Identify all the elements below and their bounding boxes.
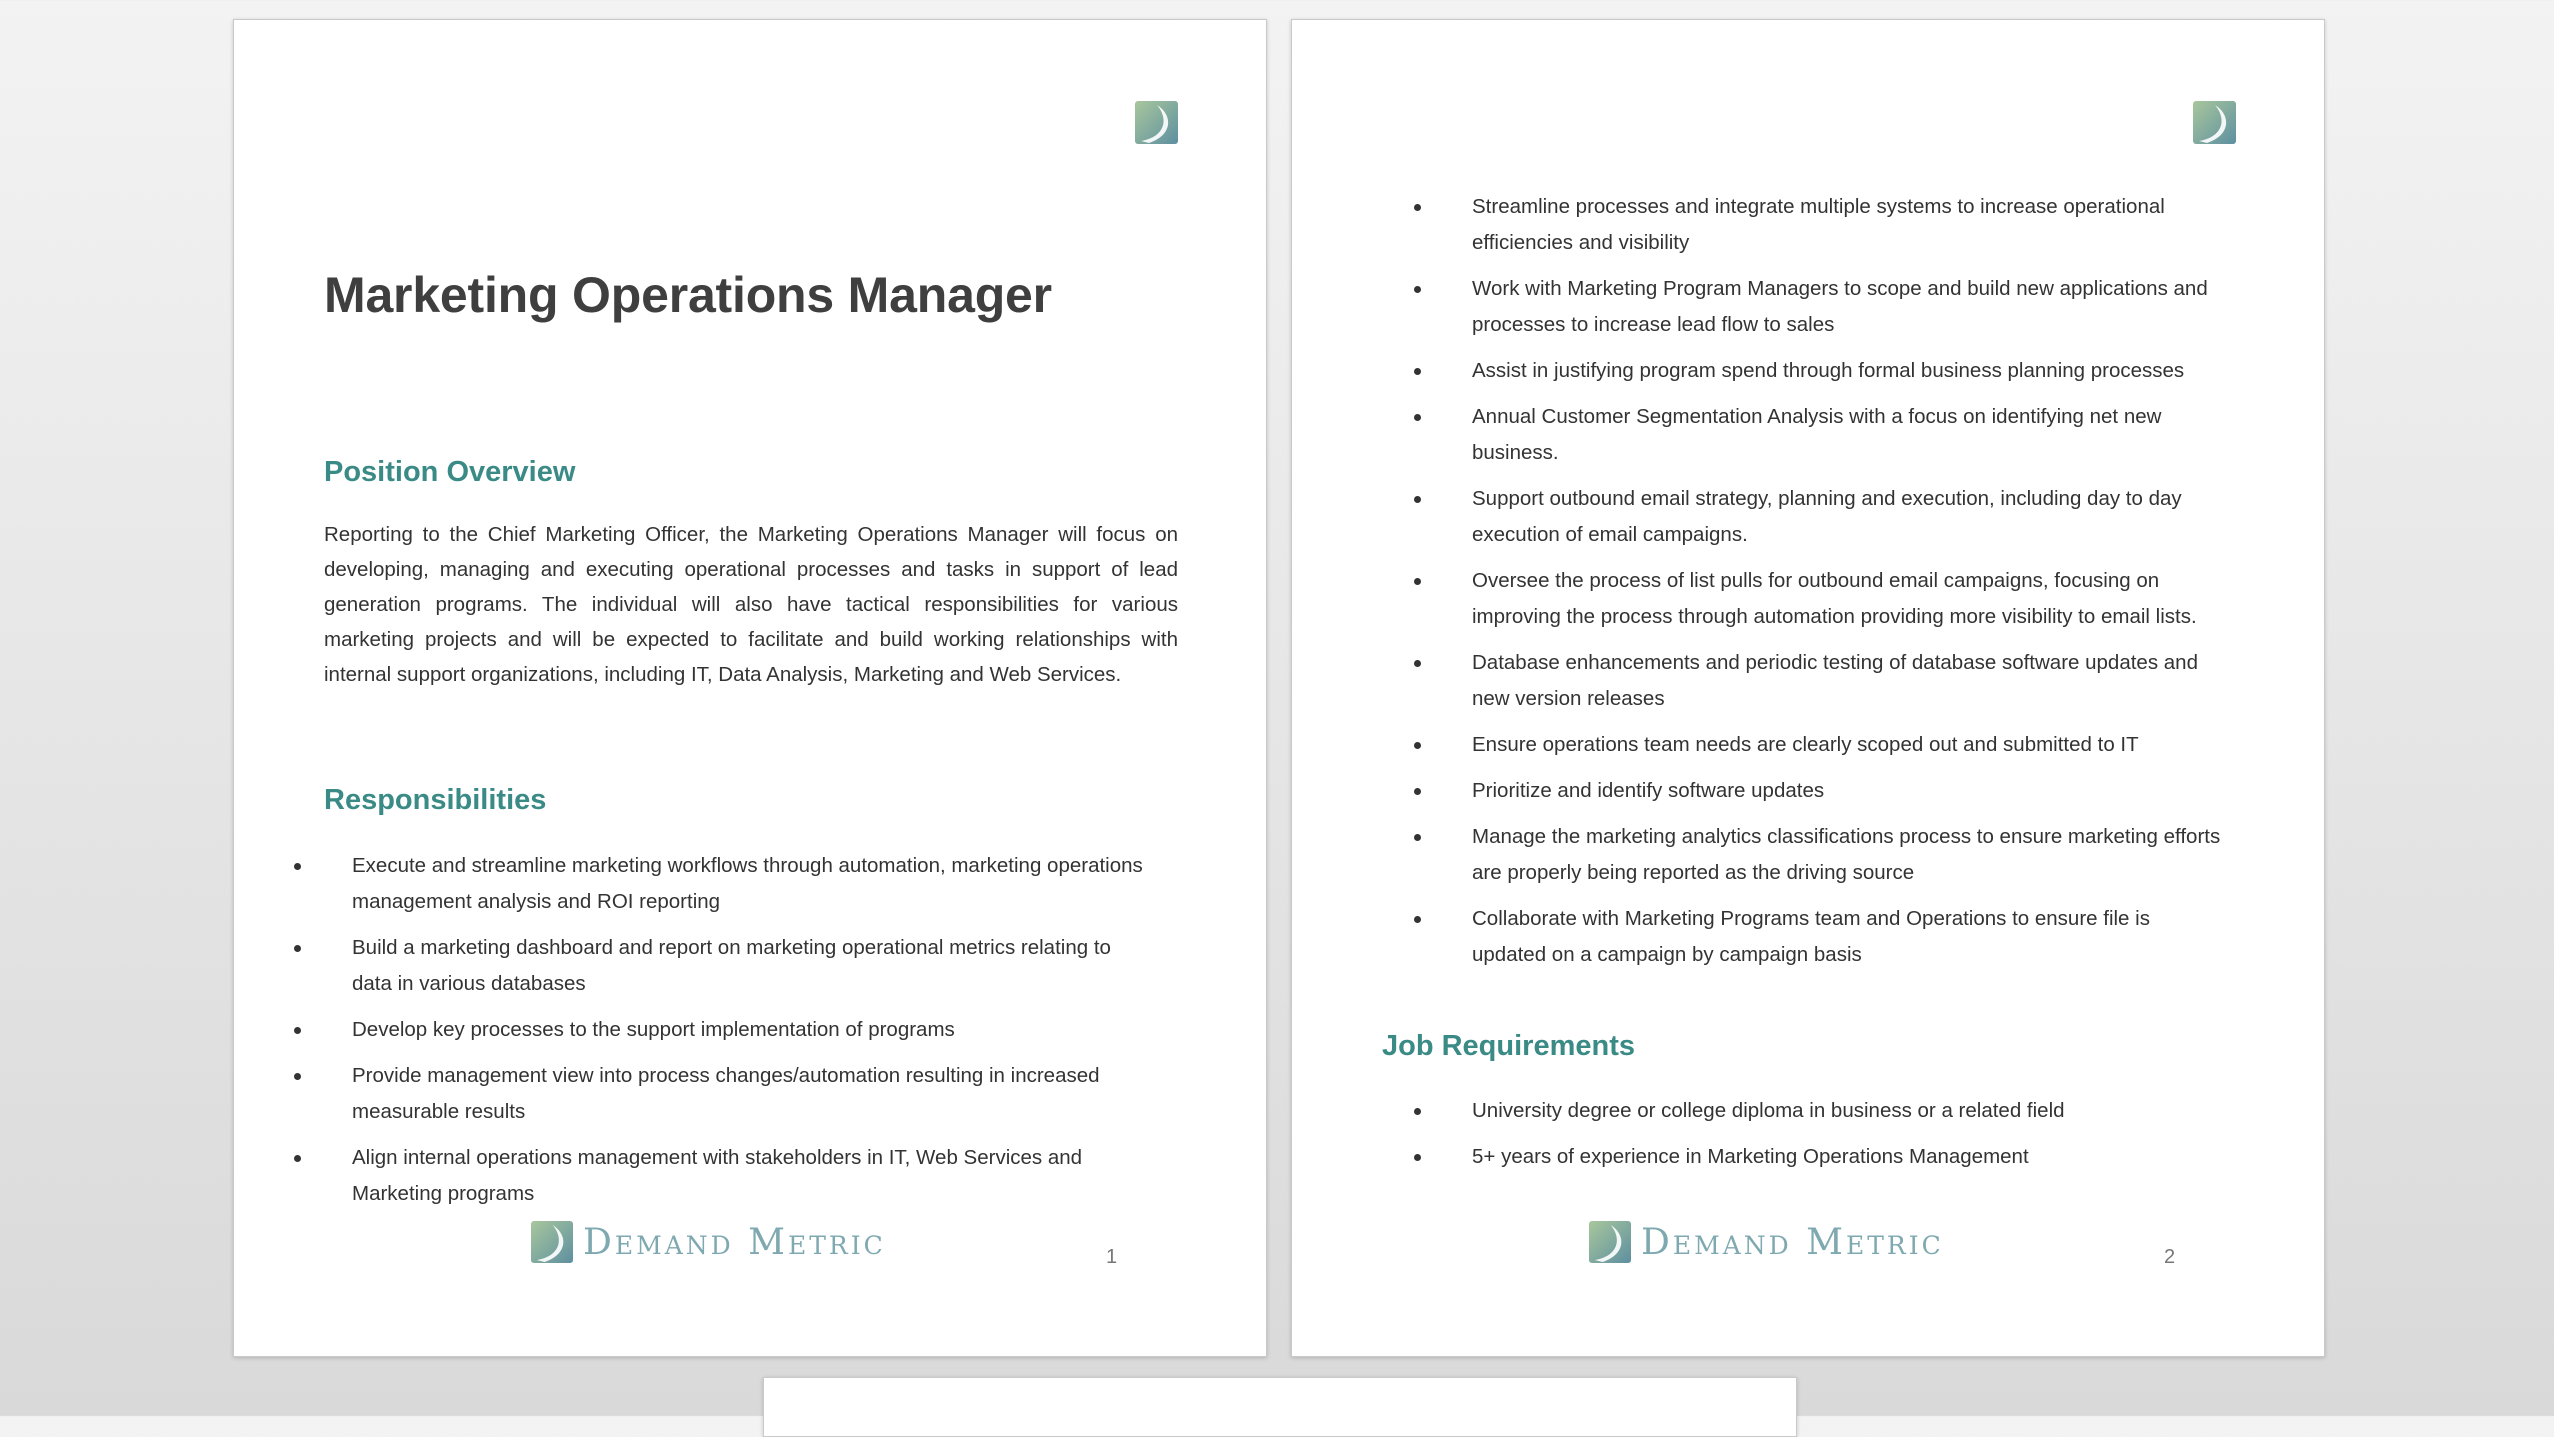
list-item: Build a marketing dashboard and report on marketing operational metrics relating to data in various databases — [262, 930, 1150, 1002]
position-overview-heading: Position Overview — [324, 456, 576, 488]
list-item: Execute and streamline marketing workflows through automation, marketing operations management analysis and ROI reporting — [262, 848, 1150, 920]
list-item: Align internal operations management with stakeholders in IT, Web Services and Marketing programs — [262, 1140, 1150, 1212]
list-item: Database enhancements and periodic testing of database software updates and new version releases — [1412, 645, 2226, 717]
list-item: Collaborate with Marketing Programs team and Operations to ensure file is updated on a campaign by campaign basis — [1412, 901, 2226, 973]
document-title: Marketing Operations Manager — [324, 267, 1052, 323]
list-item: Manage the marketing analytics classifications process to ensure marketing efforts are properly being reported as the driving source — [1412, 819, 2226, 891]
list-item: Streamline processes and integrate multiple systems to increase operational efficiencies and visibility — [1412, 189, 2226, 261]
demand-metric-logo-icon — [1589, 1221, 1631, 1263]
footer-brand-logo — [531, 1221, 886, 1263]
list-item: University degree or college diploma in business or a related field — [1412, 1093, 2226, 1129]
document-page-3 — [763, 1377, 1797, 1437]
document-page-2 — [1291, 19, 2325, 1357]
list-item: Provide management view into process changes/automation resulting in increased measurable results — [262, 1058, 1150, 1130]
page-number: 2 — [2164, 1246, 2176, 1268]
list-item: Annual Customer Segmentation Analysis with a focus on identifying net new business. — [1412, 399, 2226, 471]
responsibilities-list — [262, 848, 1150, 1222]
document-page-1 — [233, 19, 1267, 1357]
position-overview-text: Reporting to the Chief Marketing Officer, the Marketing Operations Manager will focus on developing, managing and executing operational processes and tasks in support of lead generation programs. The individual will also have tactical responsibilities for various marketing projects and will be expected to facilitate and build working relationships with internal support organizations, including IT, Data Analysis, Marketing and Web Services. — [324, 523, 1178, 686]
demand-metric-logo-icon — [1135, 101, 1178, 144]
list-item: Support outbound email strategy, planning and execution, including day to day execution of email campaigns. — [1412, 481, 2226, 553]
job-requirements-list — [1412, 1093, 2226, 1185]
list-item: Develop key processes to the support implementation of programs — [262, 1012, 1150, 1048]
demand-metric-logo-icon — [531, 1221, 573, 1263]
list-item: Oversee the process of list pulls for outbound email campaigns, focusing on improving the process through automation providing more visibility to email lists. — [1412, 563, 2226, 635]
list-item: Assist in justifying program spend through formal business planning processes — [1412, 353, 2226, 389]
page-number: 1 — [1106, 1246, 1118, 1268]
demand-metric-logo-icon — [2193, 101, 2236, 144]
job-requirements-heading: Job Requirements — [1382, 1030, 1635, 1062]
brand-name: Demand Metric — [1641, 1221, 1944, 1263]
responsibilities-continued-list — [1412, 189, 2226, 983]
brand-name: Demand Metric — [583, 1221, 886, 1263]
list-item: Prioritize and identify software updates — [1412, 773, 2226, 809]
list-item: Work with Marketing Program Managers to scope and build new applications and processes to increase lead flow to sales — [1412, 271, 2226, 343]
responsibilities-heading: Responsibilities — [324, 784, 547, 816]
footer-brand-logo — [1589, 1221, 1944, 1263]
list-item: 5+ years of experience in Marketing Operations Management — [1412, 1139, 2226, 1175]
list-item: Ensure operations team needs are clearly scoped out and submitted to IT — [1412, 727, 2226, 763]
